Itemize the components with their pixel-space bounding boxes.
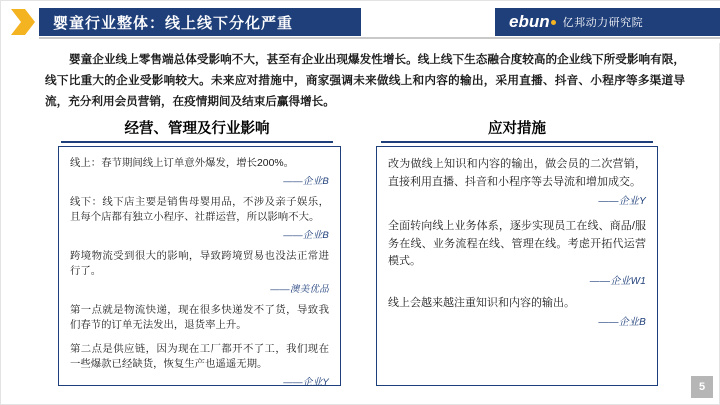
item-text: 全面转向线上业务体系，逐步实现员工在线、商品/服务在线、业务流程在线、管理在线。考虑开拓代运营模式。 [388, 220, 646, 267]
page-number-badge: 5 [691, 376, 713, 398]
item-source: ——企业B [283, 175, 329, 187]
right-content-box [376, 146, 658, 386]
right-title-underline [381, 141, 653, 143]
list-item [70, 195, 329, 241]
item-text: 跨境物流受到很大的影响，导致跨境贸易也没法正常进行了。 [70, 250, 329, 277]
right-column-title-text: 应对措施 [488, 121, 546, 137]
item-text: 第二点是供应链，因为现在工厂都开不了工，我们现在一些爆款已经缺货，恢复生产也遥遥无期。 [70, 343, 329, 370]
yellow-chevron-icon [9, 7, 37, 37]
item-text: 第一点就是物流快递，现在很多快递发不了货，导致我们春节的订单无法发出，退货率上升。 [70, 304, 329, 331]
left-column-title [61, 117, 333, 143]
left-box-inner [59, 147, 340, 404]
item-text: 线上会越来越注重知识和内容的输出。 [388, 296, 575, 309]
intro-paragraph: 婴童企业线上零售端总体受影响不大，甚至有企业出现爆发性增长。线上线下生态融合度较高的企业线下所受影响有限，线下比重大的企业受影响较大。未来应对措施中，商家强调未来做线上和内容的输出，采用直播、抖音、小程序等多渠道导流，充分利用会员营销，在疫情期间及结束后赢得增长。 [45, 53, 685, 108]
left-column-title-text: 经营、管理及行业影响 [124, 121, 270, 137]
list-item [70, 156, 329, 187]
logo-latin-text: ebun [509, 12, 550, 31]
item-source: ——企业W1 [589, 275, 646, 287]
list-item [388, 218, 646, 287]
list-item [388, 156, 646, 207]
logo-dot-icon [551, 20, 556, 25]
item-source: ——企业B [598, 317, 646, 328]
list-item [70, 303, 329, 334]
item-source: ——澳美优品 [270, 283, 329, 295]
page-title: 婴童行业整体：线上线下分化严重 [53, 15, 294, 32]
slide-header [1, 1, 720, 43]
header-divider [39, 37, 720, 39]
brand-logo [495, 8, 720, 36]
logo-cn-text: 亿邦动力研究院 [562, 17, 644, 29]
item-text: 线下：线下店主要是销售母婴用品，不涉及亲子娱乐，且每个店都有独立小程序、社群运营，所以影响不大。 [70, 196, 329, 223]
list-item [70, 342, 329, 388]
item-text: 线上：春节期间线上订单意外爆发，增长200%。 [70, 158, 294, 169]
item-source: ——企业Y [283, 376, 329, 388]
item-source: ——企业Y [598, 196, 646, 207]
item-source: ——企业B [283, 229, 329, 241]
right-box-inner [377, 147, 657, 344]
item-text: 改为做线上知识和内容的输出，做会员的二次营销，直接利用直播、抖音和小程序等去导流和增加成交。 [388, 158, 646, 188]
right-column-title [381, 117, 653, 143]
list-item [388, 295, 646, 329]
left-title-underline [61, 141, 333, 143]
chevron-shape-icon [9, 7, 37, 37]
header-title-bar [39, 8, 361, 36]
list-item [70, 249, 329, 295]
left-content-box [58, 146, 341, 386]
